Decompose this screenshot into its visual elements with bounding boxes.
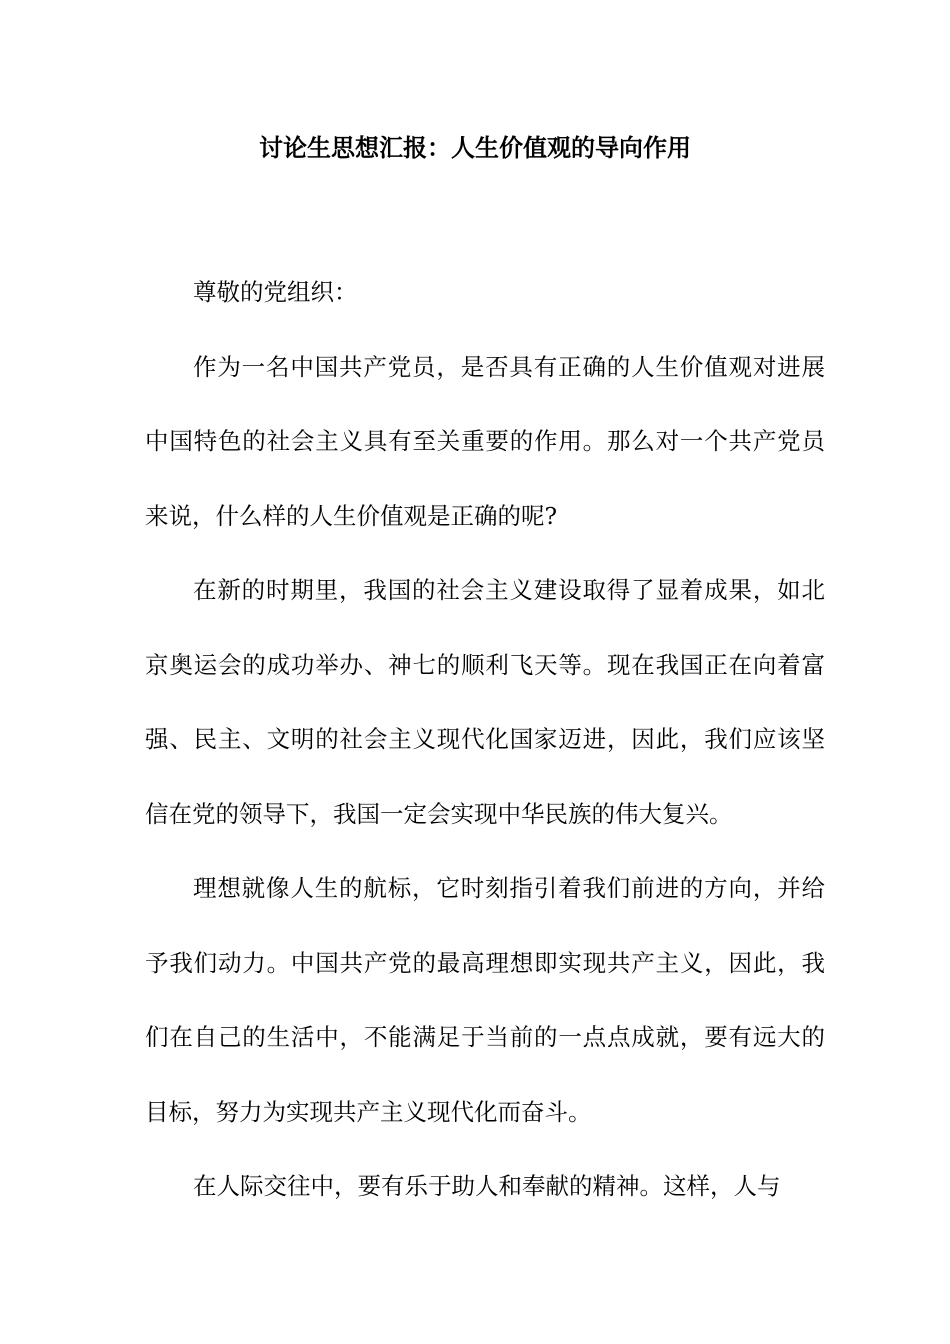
- paragraph-1: 作为一名中国共产党员，是否具有正确的人生价值观对进展中国特色的社会主义具有至关重要的作用。那么对一个共产党员来说，什么样的人生价值观是正确的呢?: [145, 352, 825, 530]
- paragraph-3: 理想就像人生的航标，它时刻指引着我们前进的方向，并给予我们动力。中国共产党的最高理想即实现共产主义，因此，我们在自己的生活中，不能满足于当前的一点点成就，要有远大的目标，努力为实现共产主义现代化而奋斗。: [145, 874, 825, 1126]
- paragraph-2: 在新的时期里，我国的社会主义建设取得了显着成果，如北京奥运会的成功举办、神七的顺利飞天等。现在我国正在向着富强、民主、文明的社会主义现代化国家迈进，因此，我们应该坚信在党的领导下，我国一定会实现中华民族的伟大复兴。: [145, 576, 825, 828]
- salutation: 尊敬的党组织：: [193, 278, 358, 306]
- document-body: [145, 255, 825, 1224]
- paragraph-4: 在人际交往中，要有乐于助人和奉献的精神。这样，人与: [193, 1172, 781, 1200]
- document-title: 讨论生思想汇报：人生价值观的导向作用: [259, 134, 691, 162]
